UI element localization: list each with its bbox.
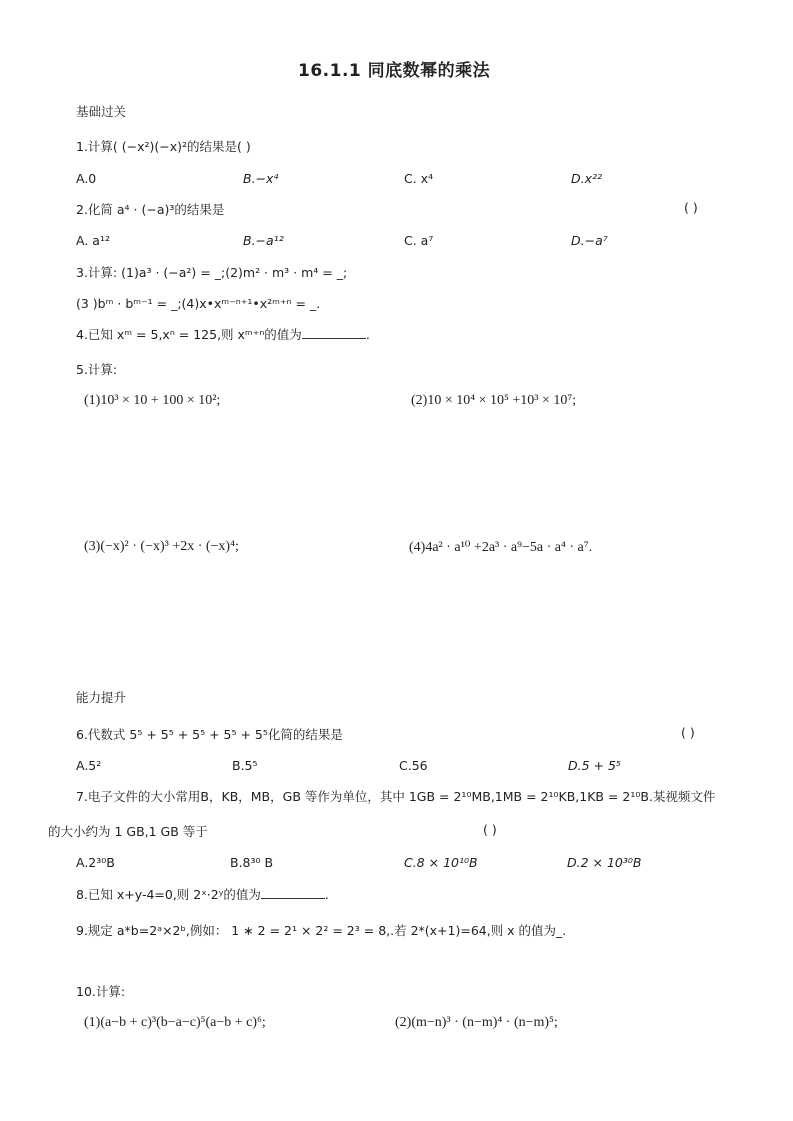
question-6-option-b: B.5⁵ bbox=[232, 758, 258, 773]
page-title: 16.1.1 同底数幂的乘法 bbox=[298, 61, 491, 81]
question-3-line-2: (3 )bᵐ · bᵐ⁻¹ = _;(4)x•xᵐ⁻ⁿ⁺¹•x²ᵐ⁺ⁿ = _. bbox=[76, 296, 321, 311]
question-2-option-d: D.−a⁷ bbox=[571, 233, 608, 248]
question-6-option-c: C.56 bbox=[399, 758, 428, 773]
question-5-part-3: (3)(−x)² · (−x)³ +2x · (−x)⁴; bbox=[84, 539, 239, 554]
question-7-option-d: D.2 × 10³⁰B bbox=[567, 855, 642, 870]
question-6-option-d: D.5 + 5⁵ bbox=[568, 758, 621, 773]
question-8-end: . bbox=[324, 887, 329, 902]
question-1-option-b: B.−x⁴ bbox=[243, 171, 279, 186]
question-10-stem: 10.计算: bbox=[76, 984, 126, 999]
question-8 bbox=[76, 885, 329, 903]
answer-blank bbox=[261, 888, 325, 899]
question-9-stem: 9.规定 a*b=2ᵃ×2ᵇ,例如： 1 ∗ 2 = 2¹ × 2² = 2³ = 8,.若 2*(x+1)=64,则 x 的值为_. bbox=[76, 923, 567, 938]
question-7-answer-paren: ( ) bbox=[483, 822, 497, 837]
question-10-part-2: (2)(m−n)³ · (n−m)⁴ · (n−m)⁵; bbox=[395, 1015, 558, 1030]
question-5-part-2: (2)10 × 10⁴ × 10⁵ +10³ × 10⁷; bbox=[411, 393, 577, 408]
section-basic: 基础过关 bbox=[76, 104, 127, 119]
question-7-line-1: 7.电子文件的大小常用B，KB，MB，GB 等作为单位，其中 1GB = 2¹⁰MB,1MB = 2¹⁰KB,1KB = 2¹⁰B.某视频文件 bbox=[76, 789, 716, 804]
question-4-end: . bbox=[365, 327, 370, 342]
question-7-option-b: B.8³⁰ B bbox=[230, 855, 274, 870]
question-7-line-2: 的大小约为 1 GB,1 GB 等于 bbox=[48, 824, 208, 839]
question-2-answer-paren: ( ) bbox=[684, 200, 698, 215]
question-1-stem: 1.计算( (−x²)(−x)²的结果是( ) bbox=[76, 139, 251, 154]
question-6-stem: 6.代数式 5⁵ + 5⁵ + 5⁵ + 5⁵ + 5⁵化简的结果是 bbox=[76, 727, 343, 742]
question-2-option-c: C. a⁷ bbox=[404, 233, 434, 248]
question-8-stem: 8.已知 x+y-4=0,则 2ˣ·2ʸ的值为 bbox=[76, 887, 261, 902]
question-5-part-4: (4)4a² · a¹⁰ +2a³ · a⁹−5a · a⁴ · a⁷. bbox=[409, 540, 593, 555]
question-6-answer-paren: ( ) bbox=[681, 725, 695, 740]
question-7-option-a: A.2³⁰B bbox=[76, 855, 115, 870]
question-4 bbox=[76, 325, 370, 343]
question-6-option-a: A.5² bbox=[76, 758, 102, 773]
question-10-part-1: (1)(a−b + c)³(b−a−c)⁵(a−b + c)⁶; bbox=[84, 1015, 266, 1030]
question-3-line-1: 3.计算: (1)a³ · (−a²) = _;(2)m² · m³ · m⁴ = _; bbox=[76, 265, 348, 280]
answer-blank bbox=[302, 328, 366, 339]
question-1-option-d: D.x²² bbox=[571, 171, 603, 186]
question-2-option-b: B.−a¹² bbox=[243, 233, 284, 248]
question-5-part-1: (1)10³ × 10 + 100 × 10²; bbox=[84, 393, 221, 408]
question-7-option-c: C.8 × 10¹⁰B bbox=[404, 855, 478, 870]
question-5-stem: 5.计算: bbox=[76, 362, 118, 377]
question-1-option-a: A.0 bbox=[76, 171, 97, 186]
question-4-stem: 4.已知 xᵐ = 5,xⁿ = 125,则 xᵐ⁺ⁿ的值为 bbox=[76, 327, 302, 342]
section-advanced: 能力提升 bbox=[76, 690, 127, 705]
question-1-option-c: C. x⁴ bbox=[404, 171, 434, 186]
question-2-option-a: A. a¹² bbox=[76, 233, 110, 248]
question-2-stem: 2.化简 a⁴ · (−a)³的结果是 bbox=[76, 202, 225, 217]
